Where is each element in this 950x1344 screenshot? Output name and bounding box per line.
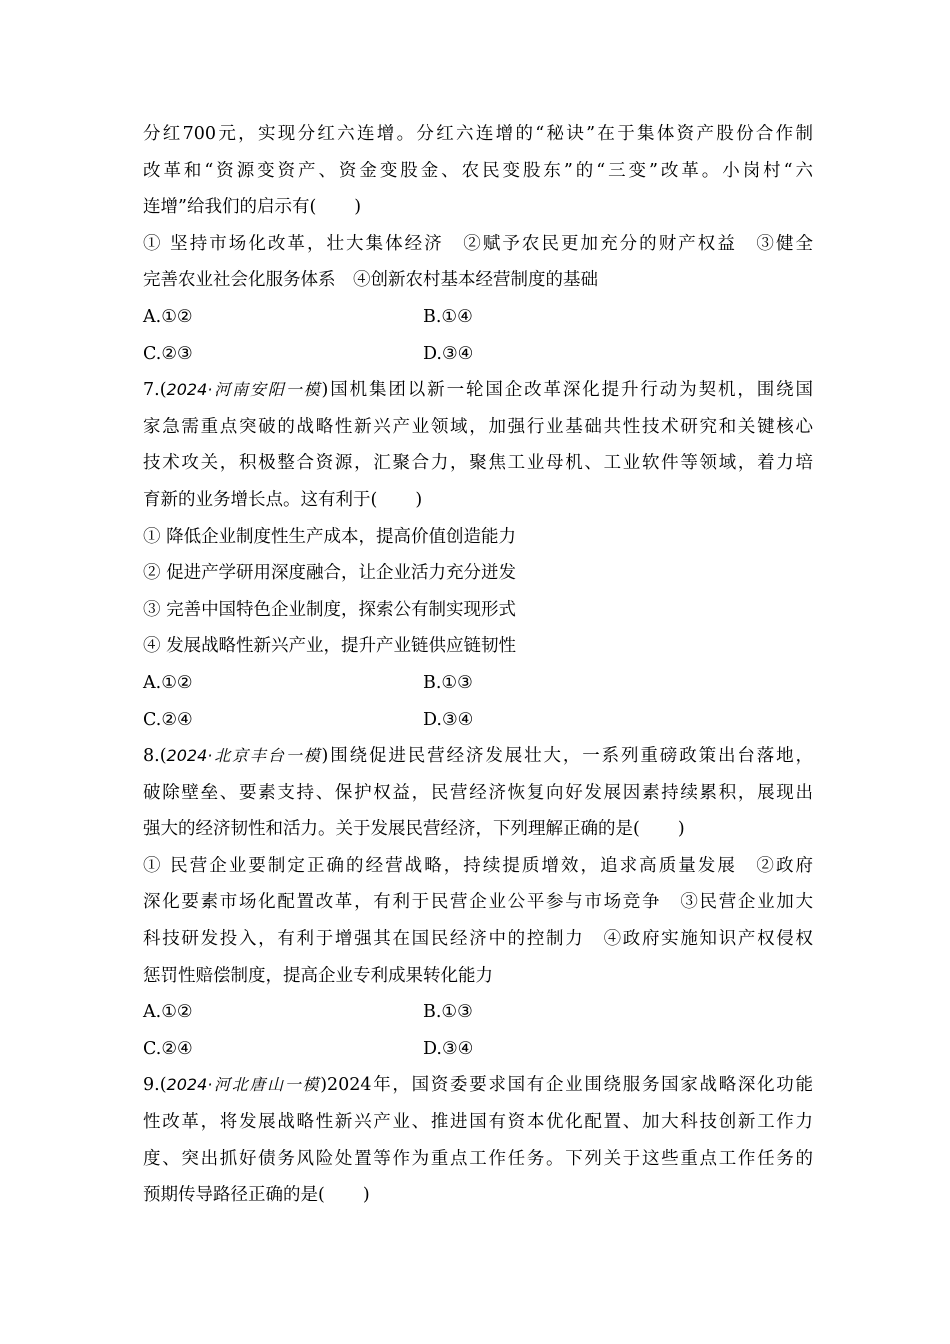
q6-options-row-1 (143, 299, 813, 336)
q7-stem-close: ) (415, 489, 423, 510)
q9-source: 2024·河北唐山一模 (166, 1075, 321, 1095)
q6-stem-close: ) (354, 197, 362, 218)
q7-stem-line-1 (143, 372, 813, 409)
q7-statement-4: ④ 发展战略性新兴产业，提升产业链供应链韧性 (143, 636, 517, 657)
q7-option-d[interactable]: D.③④ (423, 709, 474, 730)
q7-number: 7.( (143, 380, 167, 401)
q6-option-b[interactable]: B.①④ (423, 306, 473, 327)
q6-stem-line-1: 分红700元，实现分红六连增。分红六连增的“秘诀”在于集体资产股份合作制 (143, 124, 813, 144)
q9-number: 9.( (143, 1075, 167, 1096)
question-6 (143, 116, 813, 372)
q8-stem-line-1 (143, 738, 813, 775)
q7-options-row-1 (143, 665, 813, 702)
q7-option-c[interactable]: C.②④ (143, 709, 193, 730)
q7-stem-line-3: 技术攻关，积极整合资源，汇聚合力，聚焦工业母机、工业软件等领域，着力培 (143, 453, 813, 474)
q9-stem-line-2: 性改革，将发展战略性新兴产业、推进国有资本优化配置、加大科技创新工作力 (143, 1112, 813, 1133)
q7-statement-3: ③ 完善中国特色企业制度，探索公有制实现形式 (143, 599, 517, 620)
q8-stem-last: 强大的经济韧性和活力。关于发展民营经济，下列理解正确的是( (143, 819, 640, 840)
q6-stem-line-3 (143, 189, 813, 226)
document-content (143, 116, 813, 1214)
q8-stem-first: )围绕促进民营经济发展壮大，一系列重磅政策出台落地， (321, 746, 813, 767)
q7-stem-line-2: 家急需重点突破的战略性新兴产业领域，加强行业基础共性技术研究和关键核心 (143, 416, 813, 437)
q8-stem-close: ) (677, 819, 685, 840)
q8-option-d[interactable]: D.③④ (423, 1038, 474, 1059)
q8-source: 2024·北京丰台一模 (166, 746, 322, 766)
q7-statement-2: ② 促进产学研用深度融合，让企业活力充分迸发 (143, 563, 517, 584)
q7-statement-1: ① 降低企业制度性生产成本，提高价值创造能力 (143, 526, 517, 547)
q8-stem-line-2: 破除壁垒、要素支持、保护权益，民营经济恢复向好发展因素持续累积，展现出 (143, 782, 813, 803)
q7-stem-first: )国机集团以新一轮国企改革深化提升行动为契机，围绕国 (321, 380, 813, 401)
q7-stem-last: 育新的业务增长点。这有利于( (143, 489, 378, 510)
q9-stem-line-1 (143, 1067, 813, 1104)
question-9 (143, 1067, 813, 1213)
question-7 (143, 372, 813, 738)
q6-option-a[interactable]: A.①② (143, 306, 193, 327)
q6-option-d[interactable]: D.③④ (423, 343, 474, 364)
q6-options-row-2 (143, 336, 813, 373)
q7-options-row-2 (143, 702, 813, 739)
q8-options-row-1 (143, 994, 813, 1031)
q8-statement-line-1: ① 民营企业要制定正确的经营战略，持续提质增效，追求高质量发展 ②政府 (143, 855, 813, 876)
q6-statement-line-2: 完善农业社会化服务体系 ④创新农村基本经营制度的基础 (143, 270, 598, 291)
q8-number: 8.( (143, 746, 167, 767)
q7-option-b[interactable]: B.①③ (423, 672, 473, 693)
q8-option-a[interactable]: A.①② (143, 1002, 193, 1023)
q8-options-row-2 (143, 1031, 813, 1068)
q8-option-b[interactable]: B.①③ (423, 1002, 473, 1023)
q8-statement-line-3: 科技研发投入，有利于增强其在国民经济中的控制力 ④政府实施知识产权侵权 (143, 929, 813, 950)
q7-option-a[interactable]: A.①② (143, 672, 193, 693)
q9-stem-last: 预期传导路径正确的是( (143, 1185, 325, 1206)
q8-statement-line-2: 深化要素市场化配置改革，有利于民营企业公平参与市场竞争 ③民营企业加大 (143, 892, 813, 913)
q9-stem-line-4 (143, 1177, 813, 1214)
q7-stem-line-4 (143, 482, 813, 519)
q6-option-c[interactable]: C.②③ (143, 343, 193, 364)
q8-stem-line-3 (143, 811, 813, 848)
q6-stem-text: 连增”给我们的启示有( (143, 197, 317, 218)
q9-stem-line-3: 度、突出抓好债务风险处置等作为重点工作任务。下列关于这些重点工作任务的 (143, 1148, 813, 1169)
q7-source: 2024·河南安阳一模 (166, 380, 322, 400)
question-8 (143, 738, 813, 1067)
q8-option-c[interactable]: C.②④ (143, 1038, 193, 1059)
q9-stem-close: ) (362, 1185, 370, 1206)
q9-stem-first: )2024年，国资委要求国有企业围绕服务国家战略深化功能 (320, 1075, 813, 1096)
q6-stem-line-2: 改革和“资源变资产、资金变股金、农民变股东”的“三变”改革。小岗村“六 (143, 160, 813, 181)
q6-statement-line-1: ① 坚持市场化改革，壮大集体经济 ②赋予农民更加充分的财产权益 ③健全 (143, 233, 813, 254)
q8-statement-line-4: 惩罚性赔偿制度，提高企业专利成果转化能力 (143, 965, 493, 986)
